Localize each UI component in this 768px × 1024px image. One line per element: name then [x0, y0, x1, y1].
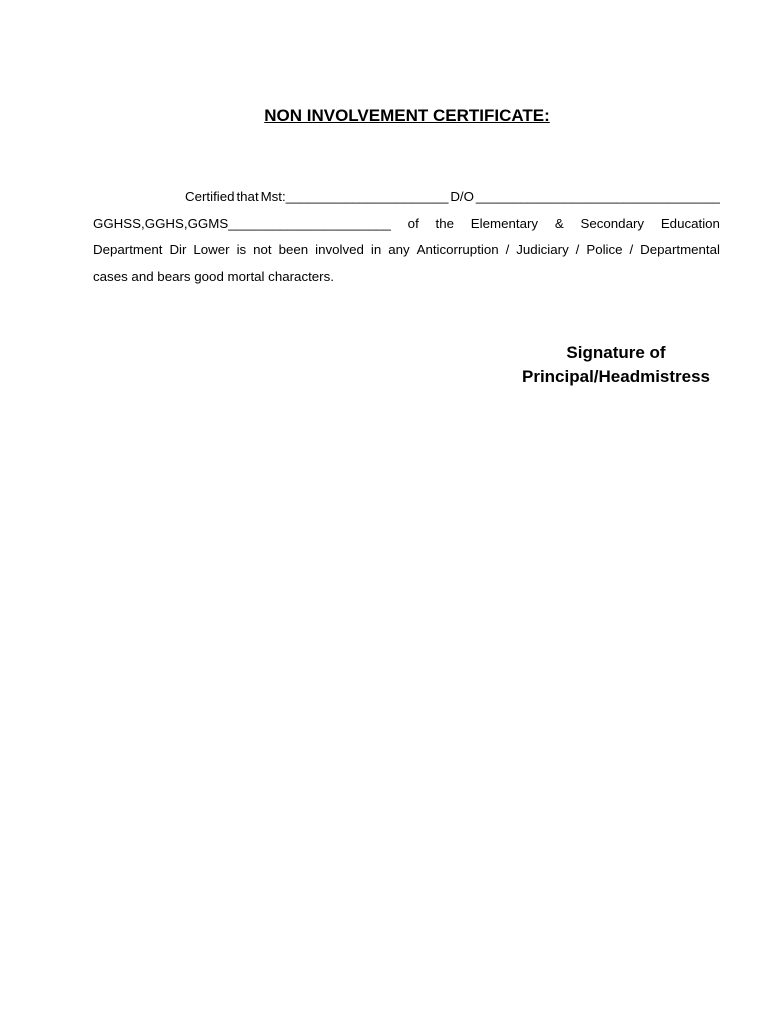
- body-word: been: [278, 242, 309, 258]
- body-word: Certified: [185, 189, 235, 204]
- body-word: involved: [315, 242, 364, 258]
- body-line-1: [93, 184, 720, 211]
- body-word: Elementary: [470, 215, 539, 231]
- body-word: Lower: [193, 242, 230, 258]
- body-line-3: [93, 237, 720, 264]
- father-name-blank: _________________________________: [475, 189, 720, 204]
- body-line-2: [93, 211, 720, 238]
- body-word: Judiciary: [516, 242, 569, 258]
- body-word: /: [505, 242, 510, 258]
- body-word: /: [629, 242, 634, 258]
- body-word: any: [388, 242, 410, 258]
- body-word: D/O: [450, 189, 474, 204]
- body-line-4: [93, 264, 720, 291]
- certificate-title: NON INVOLVEMENT CERTIFICATE:: [264, 106, 550, 125]
- body-word: in: [370, 242, 382, 258]
- signature-title: Principal/Headmistress: [521, 367, 711, 386]
- signature-block: [500, 341, 732, 389]
- body-word: Departmental: [640, 242, 720, 258]
- body-word: Department: [93, 242, 163, 258]
- body-word: not: [253, 242, 272, 258]
- body-word: of: [407, 215, 419, 231]
- body-sentence-end: cases and bears good mortal characters.: [93, 269, 334, 285]
- body-word: &: [554, 215, 564, 231]
- body-word: Secondary: [580, 215, 645, 231]
- body-word: Anticorruption: [416, 242, 499, 258]
- body-word: the: [435, 215, 455, 231]
- signature-label: Signature of: [566, 343, 666, 362]
- body-word: Dir: [169, 242, 187, 258]
- certificate-body: [93, 184, 720, 291]
- body-word: that: [236, 189, 259, 204]
- body-word: Police: [586, 242, 623, 258]
- mst-name-blank: Mst:______________________: [260, 189, 449, 204]
- school-name-blank: GGHSS,GGHS,GGMS______________________: [93, 215, 391, 231]
- body-word: is: [236, 242, 247, 258]
- body-word: Education: [660, 215, 720, 231]
- body-word: /: [575, 242, 580, 258]
